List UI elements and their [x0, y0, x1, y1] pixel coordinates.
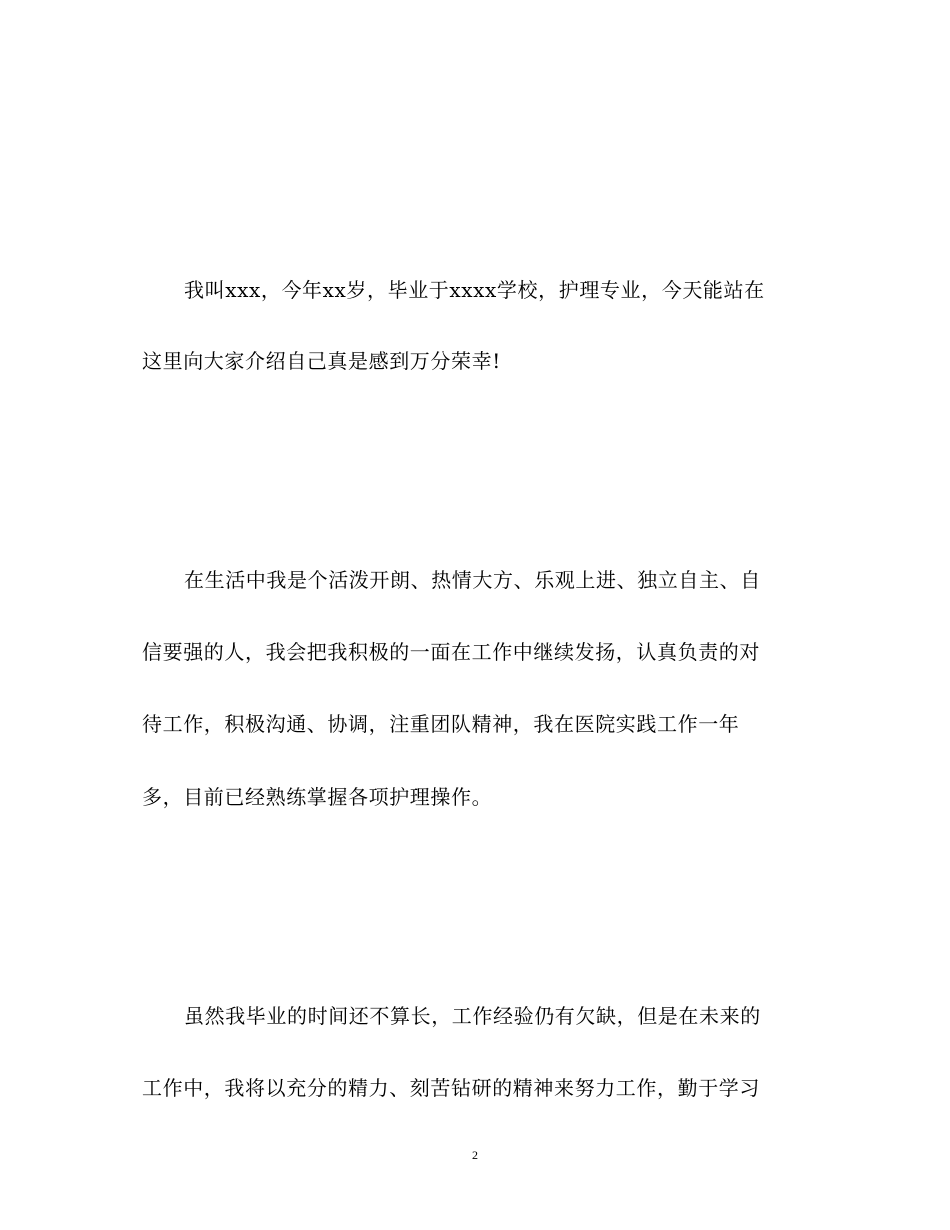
paragraph-2-line-2: 信要强的人，我会把我积极的一面在工作中继续发扬，认真负责的对 [142, 640, 760, 664]
paragraph-1-line-2: 这里向大家介绍自己真是感到万分荣幸! [142, 349, 501, 373]
paragraph-3-line-1: 虽然我毕业的时间还不算长，工作经验仍有欠缺，但是在未来的 [184, 1004, 761, 1028]
paragraph-2-line-1: 在生活中我是个活泼开朗、热情大方、乐观上进、独立自主、自 [184, 568, 761, 592]
paragraph-2-line-4: 多，目前已经熟练掌握各项护理操作。 [142, 785, 493, 809]
page-number: 2 [472, 1148, 478, 1162]
paragraph-1-line-1: 我叫xxx，今年xx岁，毕业于xxxx学校，护理专业，今天能站在 [184, 278, 765, 302]
paragraph-3-line-2: 工作中，我将以充分的精力、刻苦钻研的精神来努力工作，勤于学习 [142, 1076, 760, 1100]
paragraph-2-line-3: 待工作，积极沟通、协调，注重团队精神，我在医院实践工作一年 [142, 712, 740, 736]
